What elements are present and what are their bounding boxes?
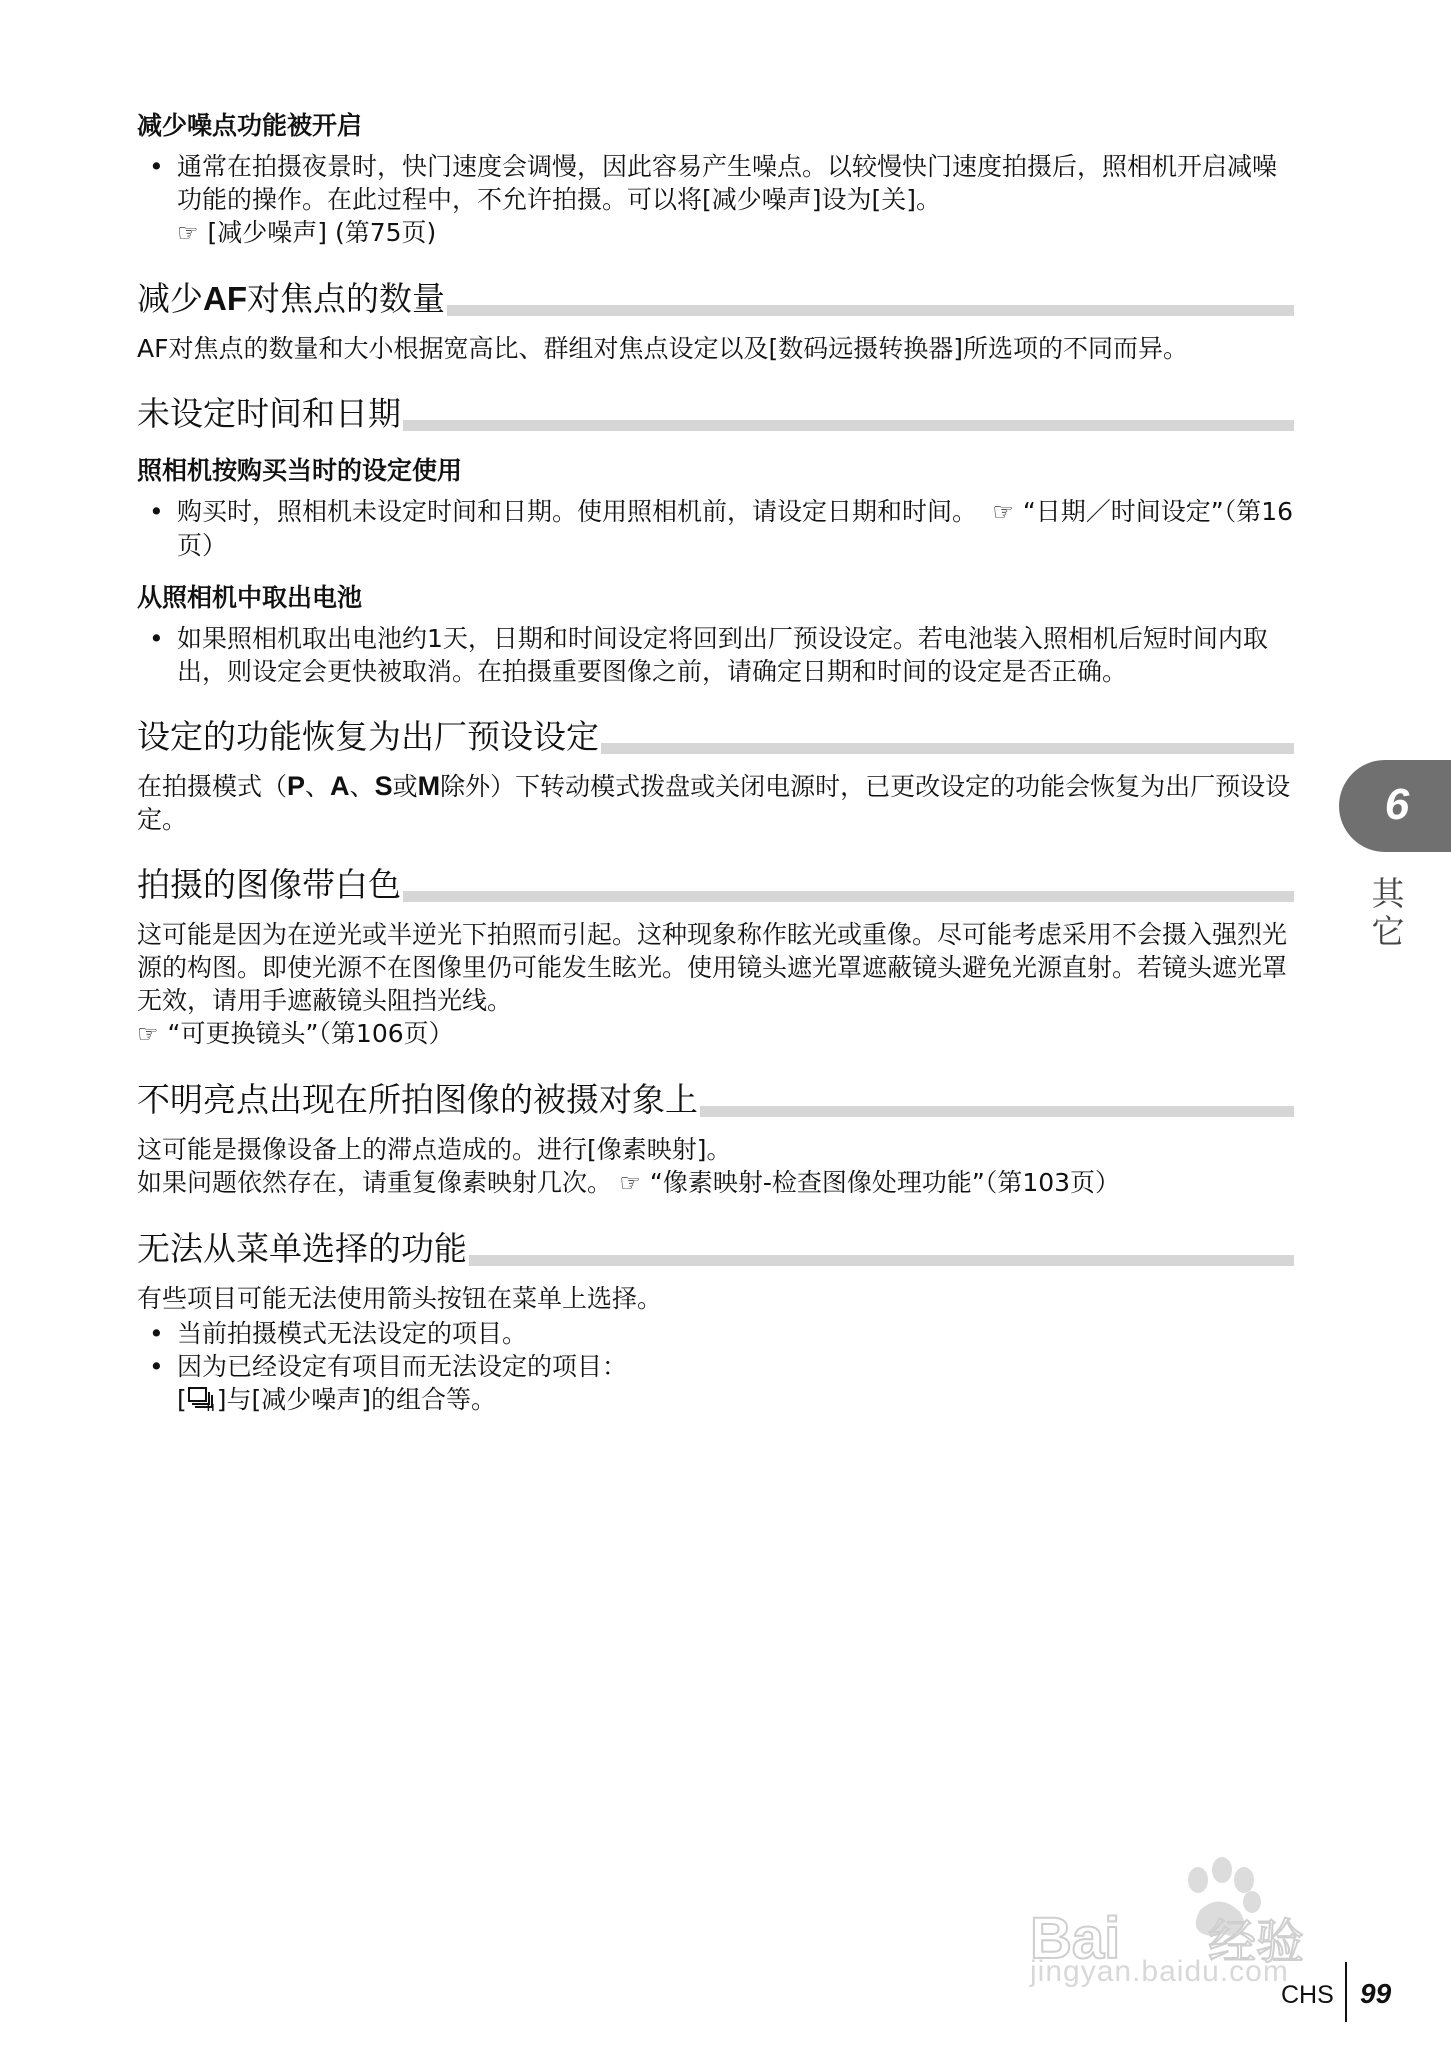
restore-title-text: 设定的功能恢复为出厂预设设定 [137, 717, 599, 756]
white-ref: ☞ “可更换镜头”（第106页） [137, 1017, 1294, 1051]
hand-pointer-icon: ☞ [137, 1020, 158, 1048]
restore-body: 在拍摄模式（P、A、S或M除外）下转动模式拨盘或关闭电源时，已更改设定的功能会恢复为出厂预设设定。 [137, 771, 1291, 834]
footer-language: CHS [1281, 1981, 1334, 2009]
datetime-section [137, 389, 1294, 688]
menu-bullet-2: 因为已经设定有项目而无法设定的项目： [177, 1352, 628, 1381]
af-body: AF对焦点的数量和大小根据宽高比、群组对焦点设定以及[数码远摄转换器]所选项的不同而异。 [137, 334, 1188, 363]
list-item [137, 495, 1294, 562]
white-title-text: 拍摄的图像带白色 [137, 865, 401, 904]
list-item [137, 622, 1294, 688]
datetime-bullets-2 [137, 622, 1294, 688]
bullet-icon: • [149, 152, 164, 181]
bright-line-1: 这可能是摄像设备上的滞点造成的。进行[像素映射]。 [137, 1135, 732, 1164]
menu-combo-text: ]与[减少噪声]的组合等。 [216, 1385, 497, 1414]
bright-section-title [137, 1075, 1294, 1121]
white-body: 这可能是因为在逆光或半逆光下拍照而引起。这种现象称作眩光或重像。尽可能考虑采用不会摄入强烈光源的构图。即使光源不在图像里仍可能发生眩光。使用镜头遮光罩遮蔽镜头避免光源直射。若镜头遮光罩无效，请用手遮蔽镜头阻挡光线。 [137, 920, 1288, 1015]
datetime-subblock-1 [137, 453, 1294, 562]
mode-s-icon: S [374, 771, 393, 801]
hand-pointer-icon: ☞ [612, 1169, 640, 1197]
mode-p-icon: P [287, 771, 306, 801]
noise-bullet-text: 通常在拍摄夜景时，快门速度会调慢，因此容易产生噪点。以较慢快门速度拍摄后，照相机开启减噪功能的操作。在此过程中，不允许拍摄。可以将[减少噪声]设为[关]。 [177, 152, 1278, 214]
datetime-subheading-2: 从照相机中取出电池 [137, 583, 363, 612]
noise-subheading: 减少噪点功能被开启 [137, 111, 363, 140]
restore-section [137, 712, 1294, 836]
page-number: 99 [1360, 1978, 1392, 2009]
menu-title-text: 无法从菜单选择的功能 [137, 1229, 467, 1268]
list-item [137, 150, 1294, 250]
svg-text:经验: 经验 [1208, 1914, 1305, 1970]
noise-bullets [137, 150, 1294, 250]
bullet-icon: • [149, 497, 164, 526]
noise-reduction-section [137, 108, 1294, 250]
svg-text:Bai: Bai [1030, 1906, 1121, 1971]
noise-ref-text: [减少噪声] (第75页) [207, 218, 437, 247]
datetime-subheading-1: 照相机按购买当时的设定使用 [137, 456, 463, 485]
hand-pointer-icon: ☞ [984, 498, 1013, 526]
list-item: • 因为已经设定有项目而无法设定的项目： [ H ]与[减少噪声]的组合等。 [149, 1352, 628, 1414]
menu-bullets [137, 1317, 1294, 1416]
datetime-bullet-2-text: 如果照相机取出电池约1天，日期和时间设定将回到出厂预设设定。若电池装入照相机后短时间内取出，则设定会更快被取消。在拍摄重要图像之前，请确定日期和时间的设定是否正确。 [177, 624, 1268, 686]
svg-text:H: H [206, 1403, 214, 1412]
af-points-section [137, 274, 1294, 365]
white-image-section [137, 860, 1294, 1051]
bright-title-text: 不明亮点出现在所拍图像的被摄对象上 [137, 1080, 698, 1119]
datetime-bullets-1 [137, 495, 1294, 562]
bullet-icon: • [149, 1352, 164, 1381]
datetime-bullet-1-text: 购买时，照相机未设定时间和日期。使用照相机前，请设定日期和时间。 [177, 497, 978, 526]
bullet-icon: • [149, 624, 164, 653]
restore-section-title [137, 712, 1294, 758]
menu-bullet-1: 当前拍摄模式无法设定的项目。 [177, 1319, 528, 1348]
chapter-number: 6 [1384, 780, 1410, 829]
page-content [137, 108, 1294, 1416]
footer-divider [1345, 1962, 1347, 2022]
bright-spots-section [137, 1075, 1294, 1200]
bullet-icon: • [149, 1319, 164, 1348]
mode-a-icon: A [330, 771, 350, 801]
white-section-title [137, 860, 1294, 906]
datetime-subblock-2 [137, 580, 1294, 688]
bright-line-2: 如果问题依然存在，请重复像素映射几次。 ☞ “像素映射-检查图像处理功能”（第103页） [137, 1166, 1294, 1200]
af-title-text: 减少AF对焦点的数量 [137, 279, 445, 318]
datetime-bullet-1-ref: “日期／时间设定”（第16页） [177, 497, 1294, 560]
mode-m-icon: M [417, 771, 441, 801]
menu-section [137, 1224, 1294, 1416]
hand-pointer-icon: ☞ [177, 219, 198, 247]
af-section-title [137, 274, 1294, 320]
watermark-url: jingyan.baidu.com [1030, 1955, 1289, 1988]
datetime-section-title [137, 389, 1294, 435]
menu-body: 有些项目可能无法使用箭头按钮在菜单上选择。 [137, 1284, 663, 1313]
sequential-shooting-icon [187, 1386, 217, 1412]
chapter-label: 其它 [1371, 874, 1405, 951]
list-item [137, 1317, 1294, 1350]
datetime-title-text: 未设定时间和日期 [137, 394, 401, 433]
menu-section-title [137, 1224, 1294, 1270]
